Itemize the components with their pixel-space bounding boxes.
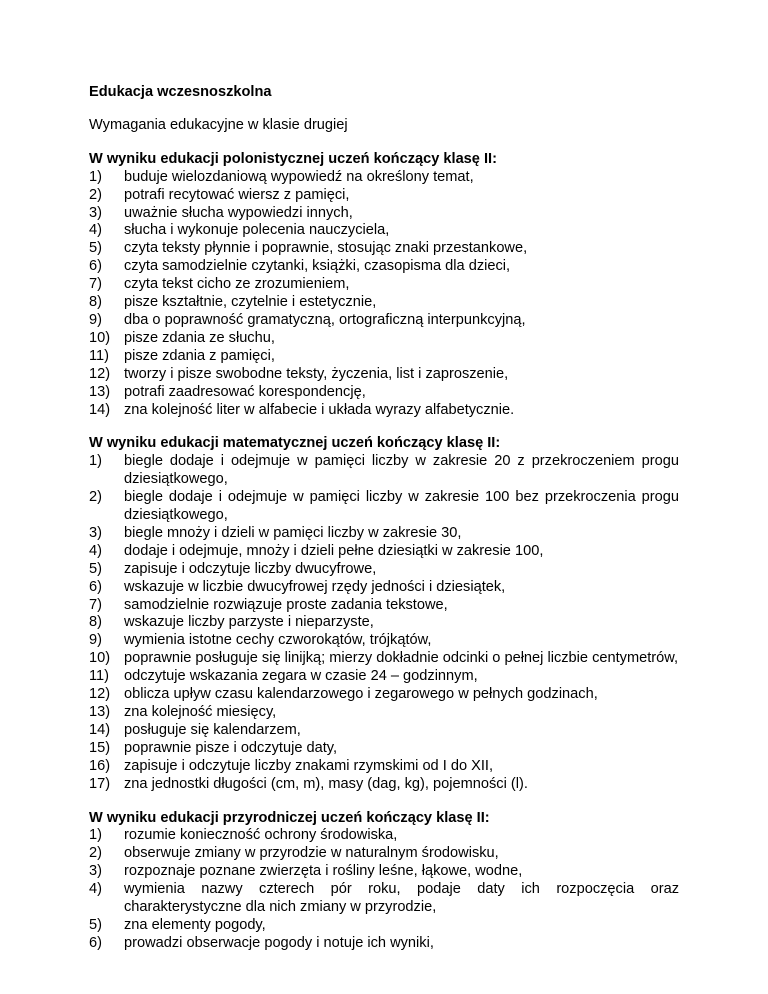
list-item-number: 5) — [89, 560, 102, 577]
list-item-text: prowadzi obserwacje pogody i notuje ich wyniki, — [124, 934, 434, 951]
list-item-number: 8) — [89, 614, 102, 631]
list-item-text: rozpoznaje poznane zwierzęta i rośliny leśne, łąkowe, wodne, — [124, 863, 523, 880]
list-item-text: wymienia istotne cechy czworokątów, trójkątów, — [124, 632, 432, 649]
section — [89, 151, 679, 420]
list-item — [89, 258, 679, 276]
list-item — [89, 881, 679, 917]
list-item-text: potrafi recytować wiersz z pamięci, — [124, 186, 350, 203]
list-item-number: 2) — [89, 845, 102, 862]
list-item — [89, 240, 679, 258]
list-item — [89, 704, 679, 722]
list-item-text: posługuje się kalendarzem, — [124, 721, 301, 738]
list-item — [89, 402, 679, 420]
list-item-number: 1) — [89, 453, 102, 470]
list-item — [89, 668, 679, 686]
list-item-number: 3) — [89, 204, 102, 221]
list-item-text: samodzielnie rozwiązuje proste zadania tekstowe, — [124, 596, 448, 613]
section-heading: W wyniku edukacji polonistycznej uczeń kończący klasę II: — [89, 150, 497, 167]
list-item — [89, 845, 679, 863]
list-item-number: 9) — [89, 311, 102, 328]
list-item-text: pisze kształtnie, czytelnie i estetycznie, — [124, 294, 377, 311]
requirements-list — [89, 827, 679, 952]
list-item-text: poprawnie pisze i odczytuje daty, — [124, 739, 338, 756]
list-item-number: 4) — [89, 881, 102, 898]
list-item-text: wymienia nazwy czterech pór roku, podaje daty ich rozpoczęcia oraz charakterystyczne dla nich zmiany w przyrodzie, — [124, 881, 679, 916]
list-item — [89, 827, 679, 845]
list-item — [89, 525, 679, 543]
list-item-text: buduje wielozdaniową wypowiedź na określony temat, — [124, 168, 474, 185]
list-item-text: tworzy i pisze swobodne teksty, życzenia, list i zaproszenie, — [124, 365, 509, 382]
list-item-number: 2) — [89, 489, 102, 506]
list-item — [89, 366, 679, 384]
list-item-number: 1) — [89, 168, 102, 185]
list-item-text: obserwuje zmiany w przyrodzie w naturalnym środowisku, — [124, 845, 499, 862]
list-item-text: zna kolejność miesięcy, — [124, 704, 277, 720]
list-item-text: słucha i wykonuje polecenia nauczyciela, — [124, 222, 390, 239]
list-item-number: 14) — [89, 401, 111, 418]
list-item-number: 6) — [89, 258, 102, 275]
list-item-number: 9) — [89, 632, 102, 649]
list-item-text: biegle dodaje i odejmuje w pamięci liczby w zakresie 20 z przekroczeniem progu dziesiątkowego, — [124, 453, 679, 488]
list-item-text: czyta samodzielnie czytanki, książki, czasopisma dla dzieci, — [124, 258, 511, 275]
section-heading: W wyniku edukacji przyrodniczej uczeń kończący klasę II: — [89, 809, 490, 826]
list-item — [89, 740, 679, 758]
list-item-text: potrafi zaadresować korespondencję, — [124, 383, 366, 400]
list-item-text: zna kolejność liter w alfabecie i układa wyrazy alfabetycznie. — [124, 401, 515, 418]
list-item-text: dodaje i odejmuje, mnoży i dzieli pełne dziesiątki w zakresie 100, — [124, 542, 544, 559]
list-item-number: 3) — [89, 863, 102, 880]
list-item — [89, 348, 679, 366]
list-item — [89, 330, 679, 348]
list-item-text: oblicza upływ czasu kalendarzowego i zegarowego w pełnych godzinach, — [124, 686, 598, 703]
list-item-text: czyta teksty płynnie i poprawnie, stosując znaki przestankowe, — [124, 240, 528, 257]
list-item — [89, 205, 679, 223]
list-item — [89, 758, 679, 776]
list-item-text: dba o poprawność gramatyczną, ortograficzną interpunkcyjną, — [124, 311, 526, 328]
list-item — [89, 632, 679, 650]
list-item — [89, 722, 679, 740]
list-item-text: pisze zdania z pamięci, — [124, 347, 275, 364]
list-item-number: 1) — [89, 827, 102, 844]
list-item — [89, 776, 679, 794]
list-item-text: czyta tekst cicho ze zrozumieniem, — [124, 276, 350, 293]
list-item-text: biegle dodaje i odejmuje w pamięci liczby w zakresie 100 bez przekroczenia progu dziesiątkowego, — [124, 489, 679, 524]
requirements-list — [89, 453, 679, 793]
list-item — [89, 543, 679, 561]
list-item — [89, 312, 679, 330]
list-item — [89, 917, 679, 935]
list-item — [89, 169, 679, 187]
list-item-number: 13) — [89, 704, 111, 720]
list-item-number: 14) — [89, 721, 111, 738]
document-title: Edukacja wczesnoszkolna — [89, 84, 272, 100]
list-item-number: 10) — [89, 329, 111, 346]
list-item — [89, 614, 679, 632]
list-item — [89, 650, 679, 668]
list-item-number: 3) — [89, 524, 102, 541]
list-item — [89, 935, 679, 953]
list-item-text: rozumie konieczność ochrony środowiska, — [124, 827, 398, 844]
list-item-number: 5) — [89, 916, 102, 933]
list-item — [89, 222, 679, 240]
list-item — [89, 294, 679, 312]
list-item — [89, 686, 679, 704]
list-item-number: 8) — [89, 294, 102, 311]
section-heading: W wyniku edukacji matematycznej uczeń kończący klasę II: — [89, 435, 501, 452]
list-item-number: 4) — [89, 542, 102, 559]
list-item-text: zapisuje i odczytuje liczby dwucyfrowe, — [124, 560, 377, 577]
list-item — [89, 489, 679, 525]
document-page — [89, 84, 679, 969]
list-item-number: 6) — [89, 578, 102, 595]
list-item-number: 7) — [89, 596, 102, 613]
list-item — [89, 561, 679, 579]
list-item-text: uważnie słucha wypowiedzi innych, — [124, 204, 353, 221]
list-item — [89, 863, 679, 881]
list-item-text: zna jednostki długości (cm, m), masy (dag, kg), pojemności (l). — [124, 775, 528, 792]
list-item — [89, 187, 679, 205]
list-item-number: 16) — [89, 757, 111, 774]
list-item-number: 4) — [89, 222, 102, 239]
list-item-text: wskazuje w liczbie dwucyfrowej rzędy jedności i dziesiątek, — [124, 578, 506, 595]
list-item-number: 17) — [89, 775, 111, 792]
list-item-text: zapisuje i odczytuje liczby znakami rzymskimi od I do XII, — [124, 757, 494, 774]
list-item-number: 13) — [89, 383, 111, 400]
list-item — [89, 276, 679, 294]
list-item-number: 10) — [89, 650, 111, 667]
list-item-text: biegle mnoży i dzieli w pamięci liczby w zakresie 30, — [124, 524, 462, 541]
list-item-number: 11) — [89, 347, 110, 364]
list-item-number: 12) — [89, 365, 111, 382]
list-item-number: 11) — [89, 668, 110, 685]
list-item — [89, 384, 679, 402]
section — [89, 810, 679, 953]
list-item-number: 2) — [89, 186, 102, 203]
list-item-text: pisze zdania ze słuchu, — [124, 329, 275, 346]
list-item-number: 7) — [89, 276, 102, 293]
list-item-text: odczytuje wskazania zegara w czasie 24 – godzinnym, — [124, 668, 478, 685]
list-item — [89, 579, 679, 597]
section — [89, 435, 679, 793]
document-subtitle: Wymagania edukacyjne w klasie drugiej — [89, 116, 348, 133]
list-item — [89, 597, 679, 615]
list-item-text: wskazuje liczby parzyste i nieparzyste, — [124, 614, 374, 631]
list-item-number: 6) — [89, 934, 102, 951]
sections-container — [89, 151, 679, 953]
list-item-text: zna elementy pogody, — [124, 916, 266, 933]
list-item-number: 5) — [89, 240, 102, 257]
list-item-number: 15) — [89, 739, 111, 756]
list-item — [89, 453, 679, 489]
requirements-list — [89, 169, 679, 420]
list-item-number: 12) — [89, 686, 111, 703]
list-item-text: poprawnie posługuje się linijką; mierzy dokładnie odcinki o pełnej liczbie centymetrów, — [124, 650, 679, 667]
